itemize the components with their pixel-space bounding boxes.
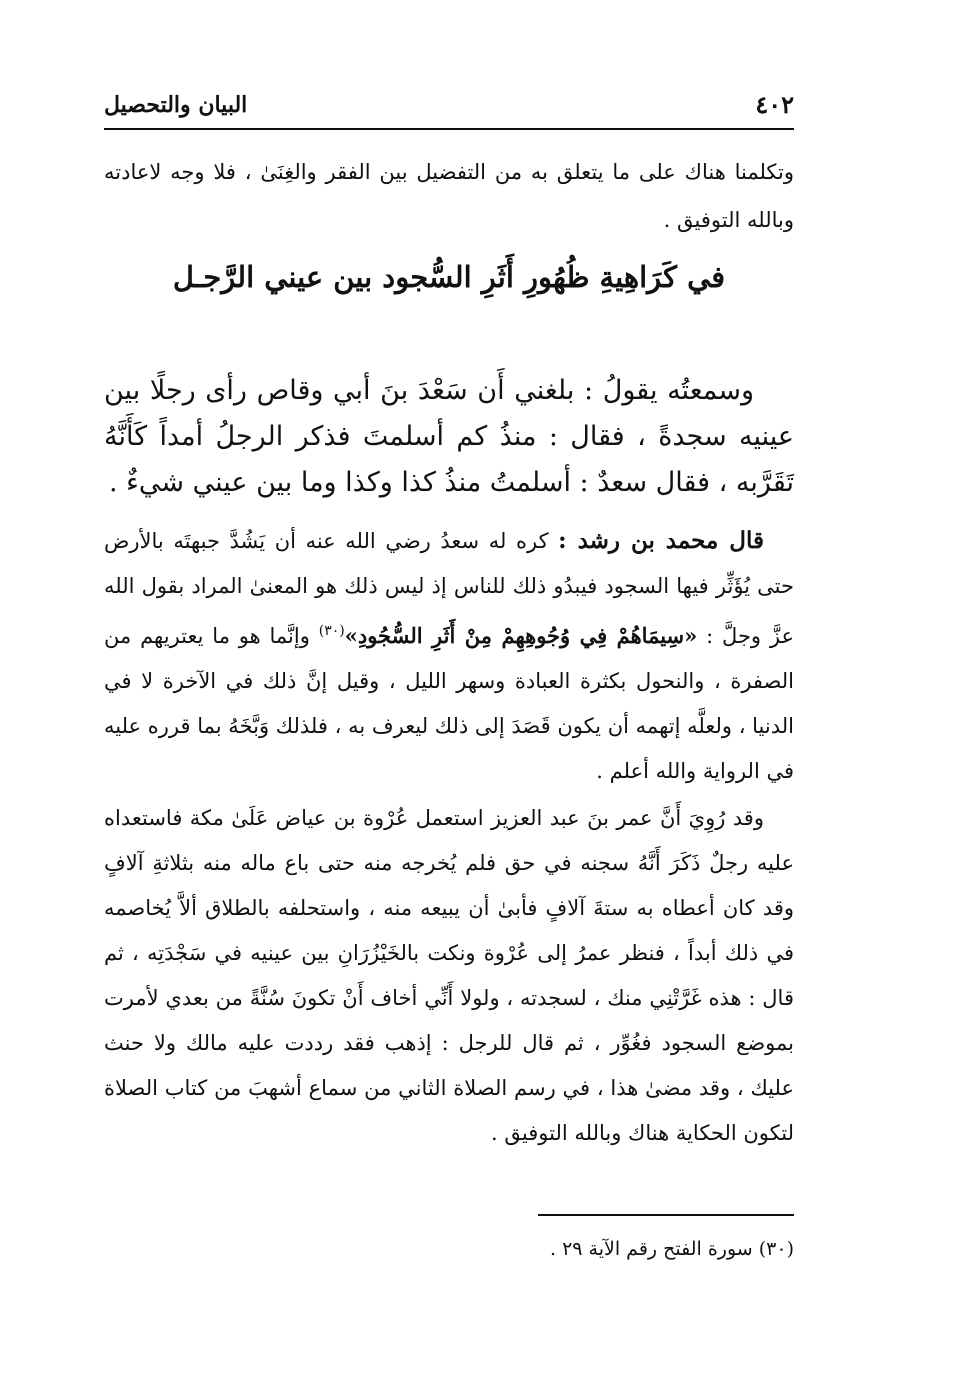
footnote-divider <box>538 1214 794 1216</box>
footnote: (٣٠) سورة الفتح رقم الآية ٢٩ . <box>549 1238 794 1260</box>
page-number: ٤٠٢ <box>755 90 794 119</box>
quran-quote: «سِيمَاهُمْ فِي وُجُوهِهِمْ مِنْ أَثَرِ السُّجُودِ» <box>344 623 698 648</box>
riwaya-paragraph: وقد رُوِيَ أَنَّ عمر بنَ عبد العزيز استعمل عُرْوة بن عياض عَلَىٰ مكة فاستعداه عليه رجلٌ ذَكَرَ أَنَّهُ سجنه في حق فلم يُخرجه منه حتى باع ماله منه بثلاثةِ آلافٍ وقد كان أعطاه به ستةَ آلافٍ فأبىٰ أن يبيعه منه ، واستحلفه بالطلاق ألاَّ يُخاصمه في ذلك أبداً ، فنظر عمرُ إلى عُرْوة ونكت بالخَيْزُرَانِ بين عينيه في سَجْدَتِه ، ثم قال : هذه غَرَّتْنِي منك ، لسجدته ، ولولا أَنِّي أخاف أَنْ تكونَ سُنَّةً من بعدي لأمرت بموضع السجود فغُوِّر ، ثم قال للرجل : إذهب فقد رددت عليه مالك ولا حنث عليك ، وقد مضىٰ هذا ، في رسم الصلاة الثاني من سماع أشهبَ من كتاب الصلاة لتكون الحكاية هناك وبالله التوفيق . <box>104 806 794 1145</box>
commentary-paragraph <box>104 518 794 794</box>
intro-paragraph: وتكلمنا هناك على ما يتعلق به من التفضيل بين الفقر والغِنَىٰ ، فلا وجه لاعادته وبالله التوفيق . <box>104 160 794 232</box>
main-text-paragraph: وسمعتُه يقولُ : بلغني أَن سَعْدَ بنَ أبي وقاص رأى رجلًا بين عينيه سجدةً ، فقال : منذُ كم أسلمتَ فذكر الرجلُ أمداً كَأَنَّهُ تَقَرَّبه ، فقال سعدٌ : أسلمتُ منذُ كذا وكذا وما بين عيني شيءٌ . <box>104 375 794 498</box>
running-title: البيان والتحصيل <box>104 92 248 118</box>
page-header <box>104 88 794 130</box>
section-heading: في كَرَاهِيةِ ظُهُورِ أَثَرِ السُّجود بين عيني الرَّجـل <box>172 260 726 294</box>
commentary-part-2: وإنَّما هو ما يعتريهم من الصفرة ، والنحول بكثرة العبادة وسهر الليل ، وقيل إنَّ ذلك في الآخرة لا في الدنيا ، ولعلَّه إتهمه أن يكون قَصَدَ إلى ذلك ليعرف به ، فلذلك وَبَّخَهُ بما قرره عليه في الرواية والله أعلم . <box>104 624 794 783</box>
footnote-reference: (٣٠) <box>318 623 345 639</box>
commentary-speaker: قال محمد بن رشد : <box>558 527 764 554</box>
commentary-part-1: كره له سعدُ رضي الله عنه أن يَشُدَّ جبهتَه بالأرض حتى يُؤَثِّر فيها السجود فيبدُو ذلك للناس إذ ليس ذلك هو المعنىٰ المراد بقول الله عزَّ وجلَّ : <box>104 529 795 648</box>
